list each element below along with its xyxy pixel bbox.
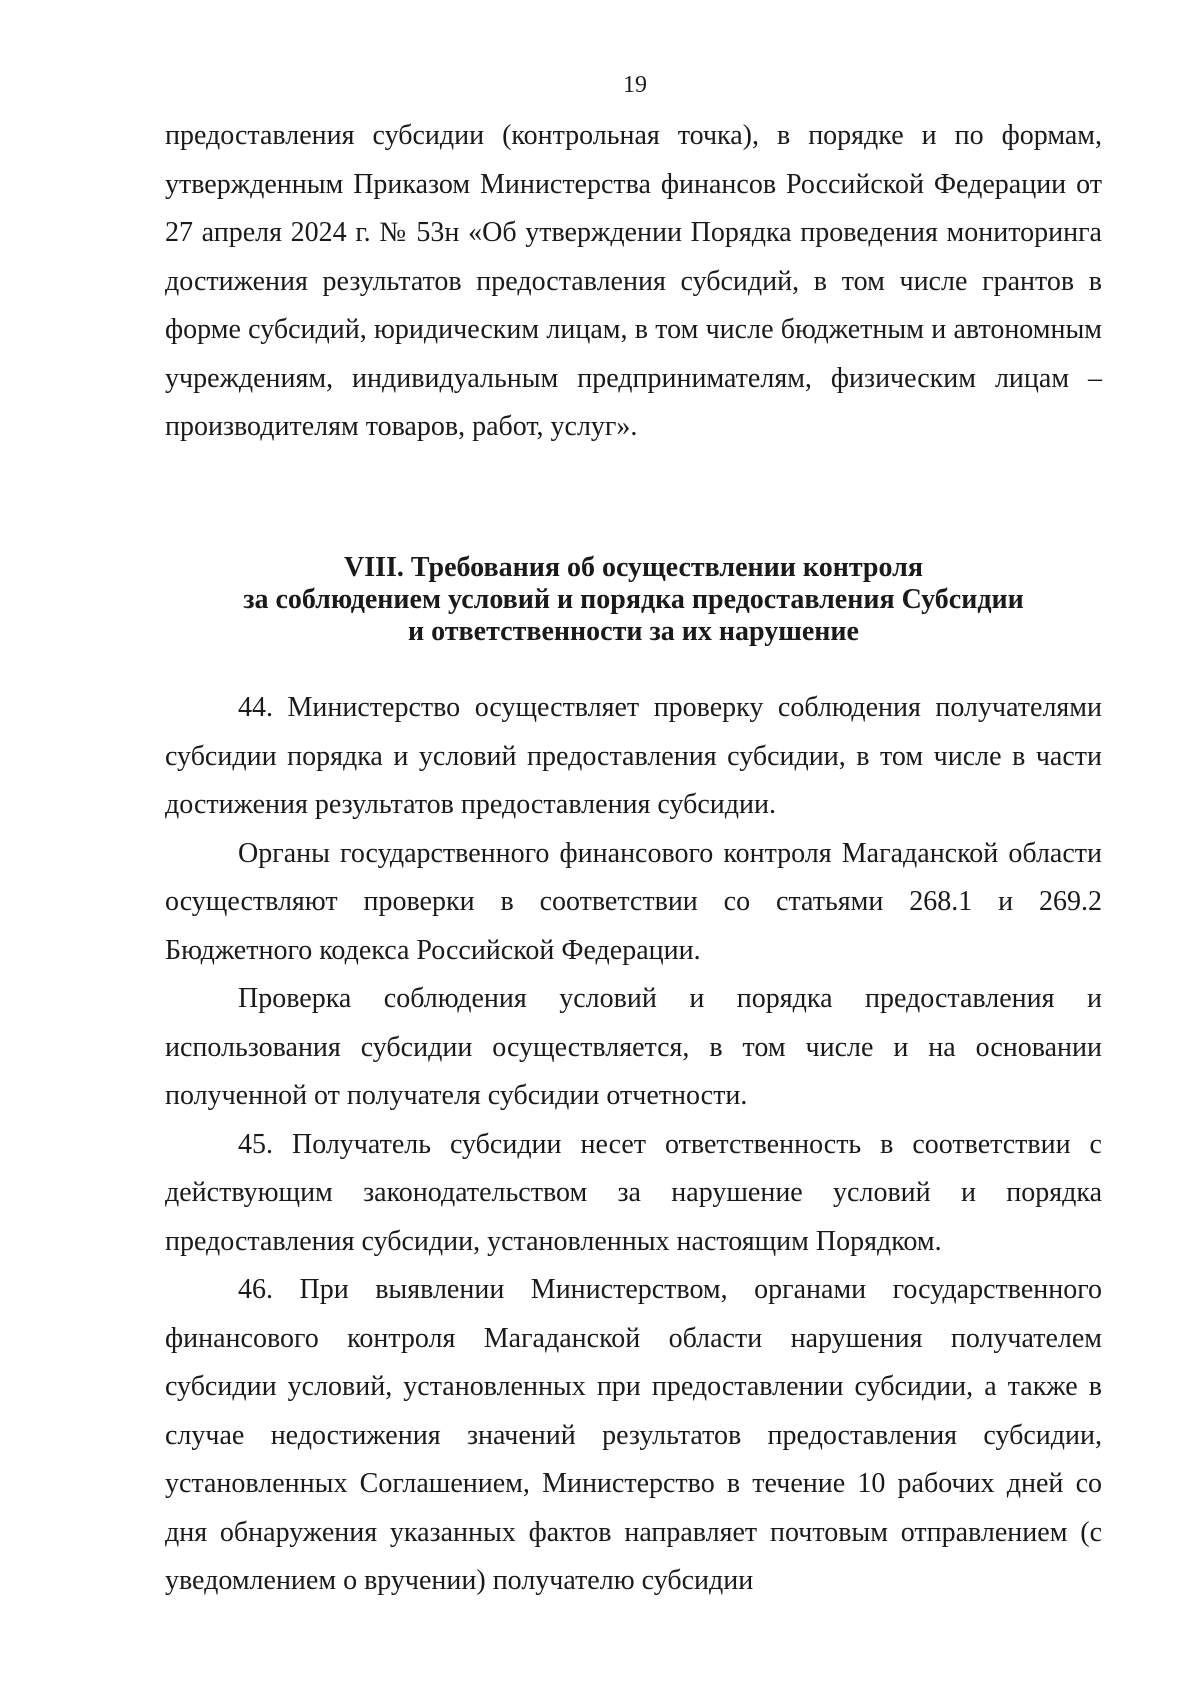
paragraph-46: 46. При выявлении Министерством, органами государственного финансового контроля Магаданской области нарушения получателем субсидии условий, установленных при предоставлении субсидии, а также в случае недостижения значений результатов предоставления субсидии, установленных Соглашением, Министерство в течение 10 рабочих дней со дня обнаружения указанных фактов направляет почтовым отправлением (с уведомлением о вручении) получателю субсидии <box>165 1274 1102 1596</box>
section-heading-line-2: за соблюдением условий и порядка предоставления Субсидии <box>243 584 1024 615</box>
section-heading-line-1: VIII. Требования об осуществлении контроля <box>344 552 923 583</box>
section-heading-line-3: и ответственности за их нарушение <box>408 616 859 647</box>
paragraph-control-bodies: Органы государственного финансового контроля Магаданской области осуществляют проверки в соответствии со статьями 268.1 и 269.2 Бюджетного кодекса Российской Федерации. <box>165 837 1102 966</box>
page-number: 19 <box>623 72 647 98</box>
intro-text-block <box>165 112 1102 452</box>
section-heading <box>165 552 1102 648</box>
intro-paragraph: предоставления субсидии (контрольная точка), в порядке и по формам, утвержденным Приказом Министерства финансов Российской Федерации от 27 апреля 2024 г. № 53н «Об утверждении Порядка проведения мониторинга достижения результатов предоставления субсидий, в том числе грантов в форме субсидий, юридическим лицам, в том числе бюджетным и автономным учреждениям, индивидуальным предпринимателям, физическим лицам – производителям товаров, работ, услуг». <box>165 120 1102 442</box>
body-text-block <box>165 684 1102 1606</box>
paragraph-45: 45. Получатель субсидии несет ответственность в соответствии с действующим законодательством за нарушение условий и порядка предоставления субсидии, установленных настоящим Порядком. <box>165 1128 1102 1257</box>
paragraph-44: 44. Министерство осуществляет проверку соблюдения получателями субсидии порядка и условий предоставления субсидии, в том числе в части достижения результатов предоставления субсидии. <box>165 692 1102 820</box>
paragraph-verification: Проверка соблюдения условий и порядка предоставления и использования субсидии осуществляется, в том числе и на основании полученной от получателя субсидии отчетности. <box>165 983 1102 1111</box>
